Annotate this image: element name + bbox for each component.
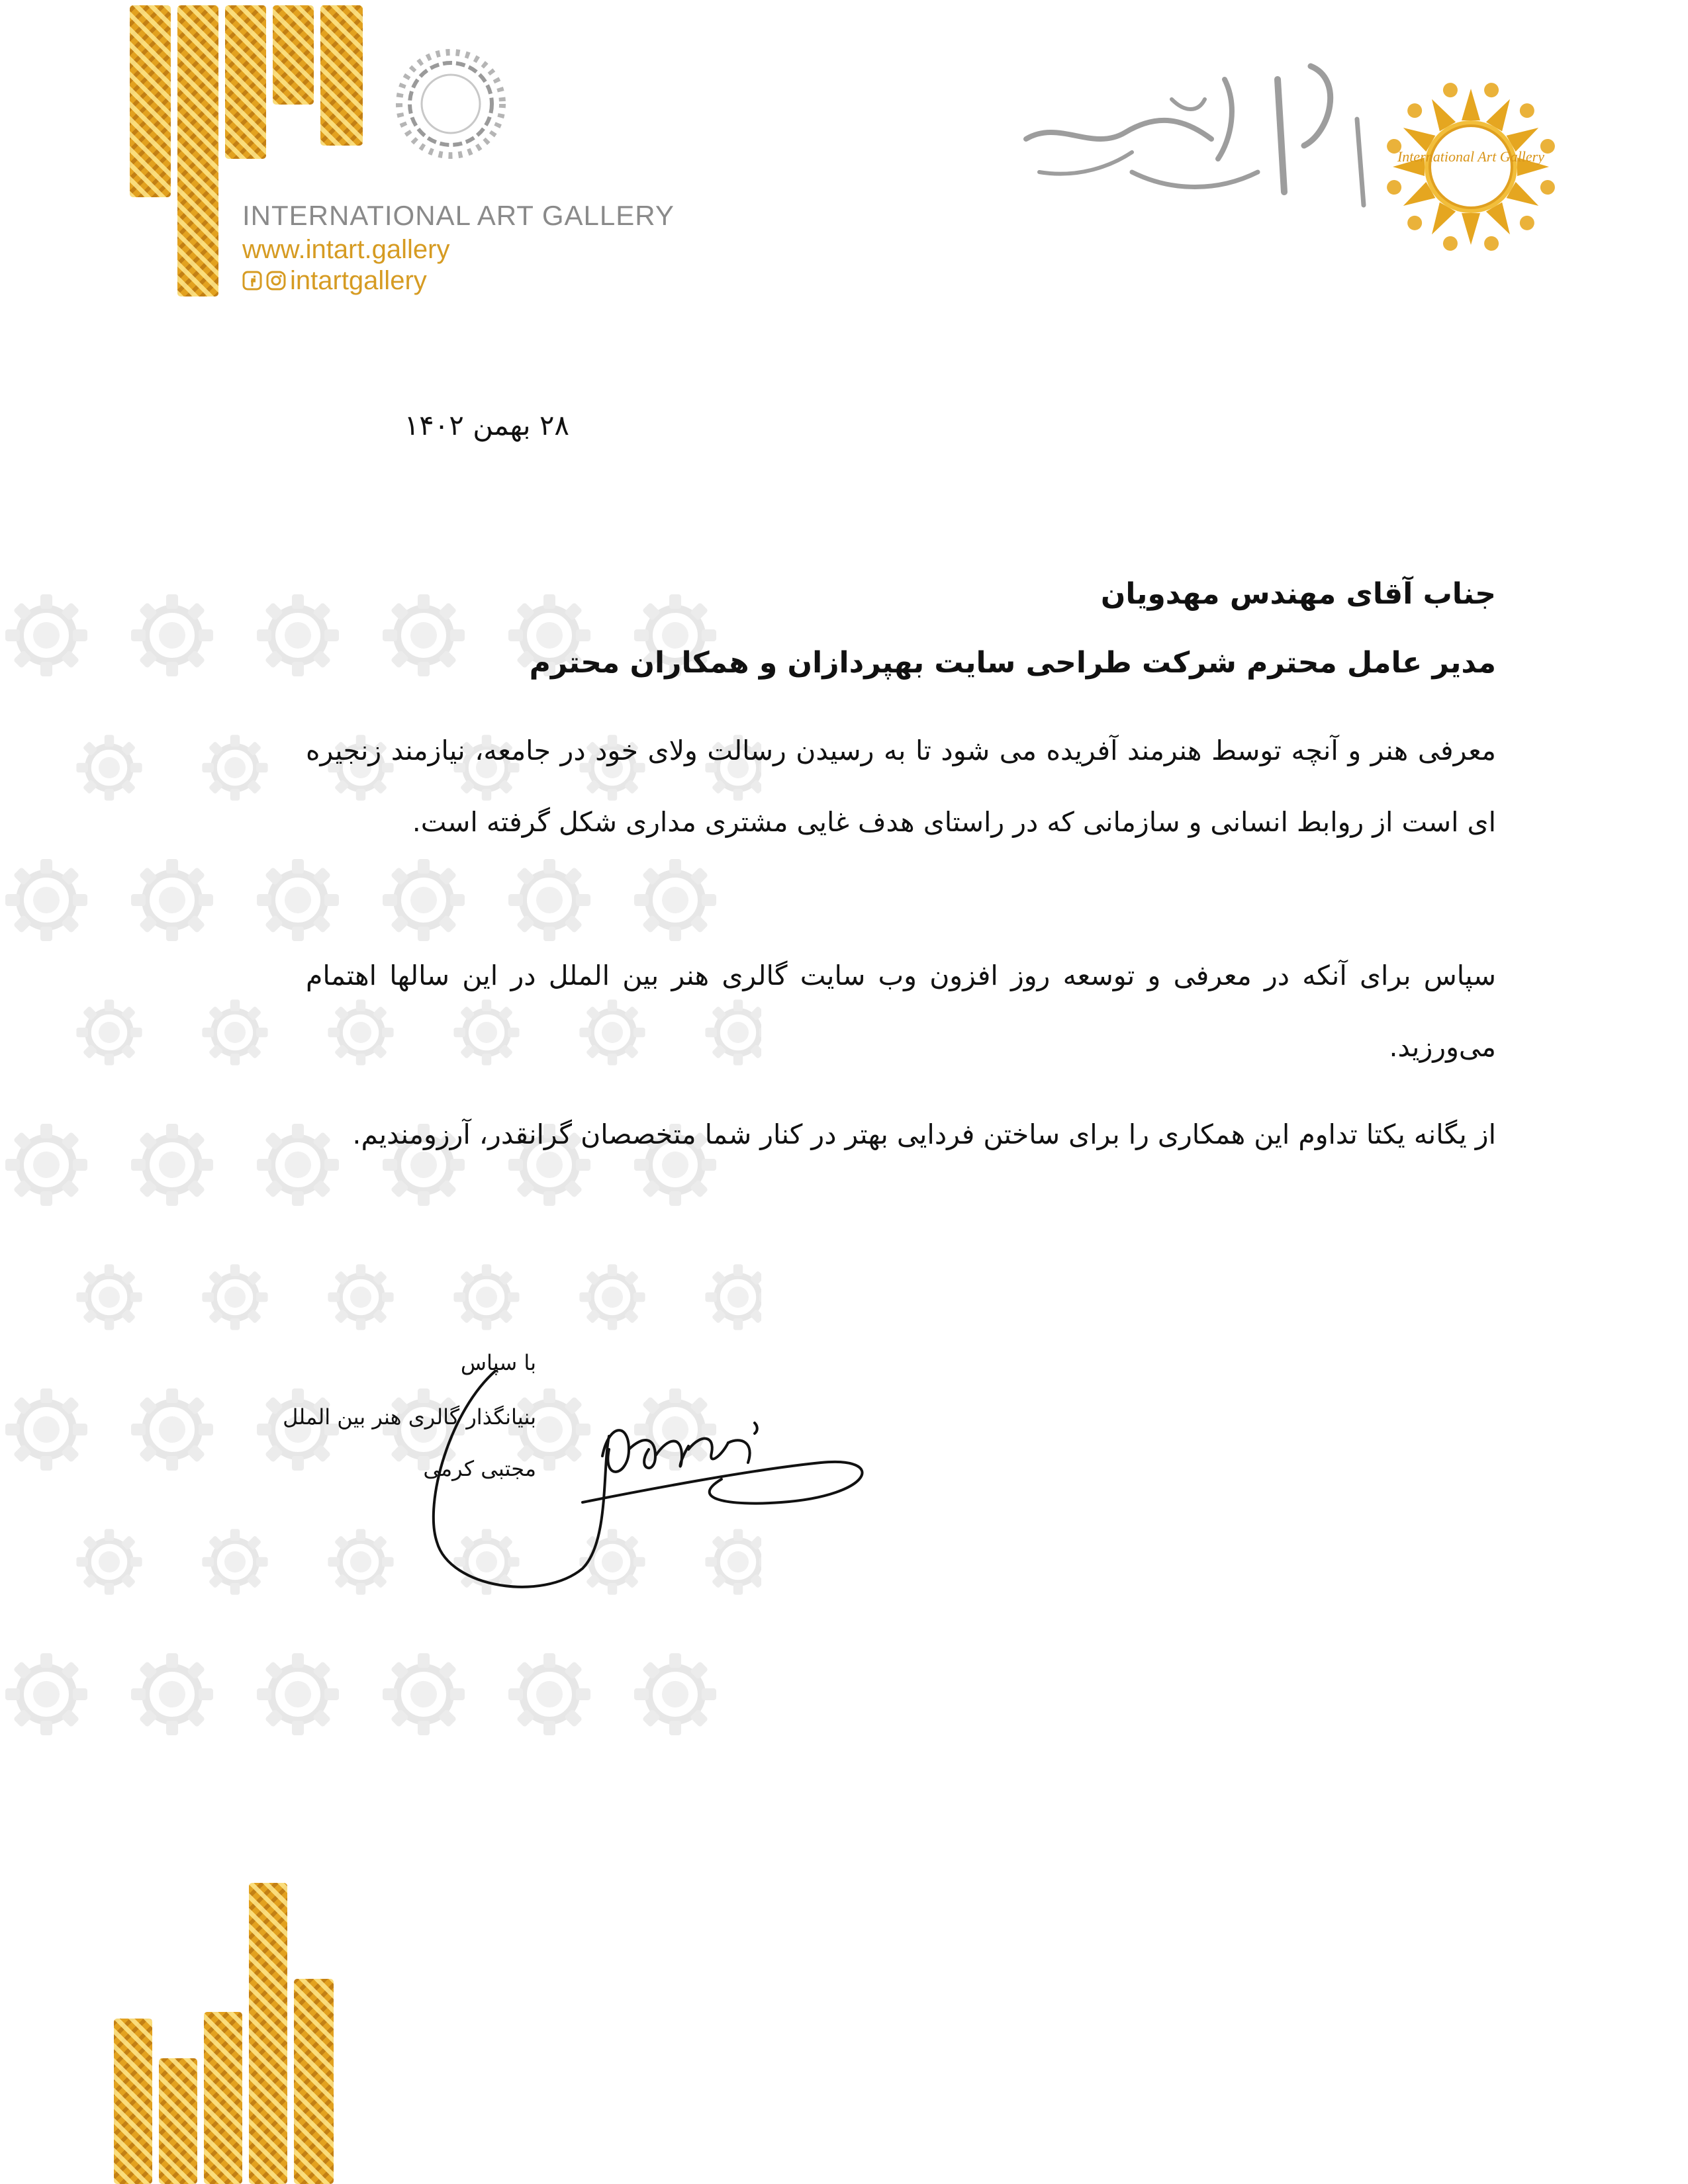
brand-bar (177, 5, 218, 296)
watermark-gear (5, 1653, 87, 1735)
sun-ray-dot (1441, 81, 1459, 99)
body-paragraph: از یگانه یکتا تداوم این همکاری را برای ساختن فردایی بهتر در کنار شما متخصصان گرانقدر، آرزومندیم. (352, 1118, 1496, 1150)
watermark-gear (257, 594, 339, 676)
footer-bar (249, 1883, 287, 2184)
letter-date: ۲۸ بهمن ۱۴۰۲ (404, 409, 569, 441)
signatory-title: بنیانگذار گالری هنر بین الملل (283, 1404, 536, 1430)
watermark-gear (328, 1529, 393, 1594)
facebook-icon[interactable] (242, 271, 262, 291)
recipient-line: جناب آقای مهندس مهدویان (1100, 577, 1496, 611)
sun-ray-dot (1517, 101, 1537, 121)
watermark-gear (383, 594, 465, 676)
sun-ray-dot (1405, 212, 1425, 233)
brand-bar (225, 5, 266, 159)
watermark-gear (508, 1653, 590, 1735)
footer-bar (204, 2012, 242, 2184)
persian-calligraphy-logo (1000, 40, 1383, 218)
watermark-gear (202, 735, 267, 800)
watermark-gear (131, 1388, 213, 1471)
watermark-gear (257, 1653, 339, 1735)
sun-emblem-logo (1382, 78, 1560, 255)
footer-bar (159, 2058, 197, 2184)
gear-ring-logo (381, 34, 520, 173)
watermark-gear (131, 1124, 213, 1206)
watermark-gear (383, 859, 465, 941)
watermark-gear (131, 594, 213, 676)
watermark-gear (131, 1653, 213, 1735)
watermark-gear (5, 594, 87, 676)
watermark-gear (202, 1264, 267, 1330)
body-paragraph: معرفی هنر و آنچه توسط هنرمند آفریده می شود تا به رسیدن رسالت ولای خود در جامعه، نیازمند زنجیره ای است از روابط انسانی و سازمانی که در راستای هدف غایی مشتری مداری شکل گرفته است. (306, 735, 1496, 838)
watermark-gear (5, 1124, 87, 1206)
watermark-gear (705, 1264, 761, 1330)
watermark-gear (76, 735, 142, 800)
closing-thanks: با سپاس (460, 1350, 536, 1375)
watermark-gear (328, 1264, 393, 1330)
watermark-gear (383, 1653, 465, 1735)
watermark-gear (5, 1388, 87, 1471)
sun-ray-dot (1483, 81, 1501, 99)
footer-bar (114, 2019, 152, 2184)
brand-social (242, 265, 427, 296)
watermark-gear (202, 1529, 267, 1594)
sun-ray (1462, 213, 1480, 245)
recipient-position: مدیر عامل محترم شرکت طراحی سایت بهپردازان و همکاران محترم (529, 646, 1496, 680)
watermark-gear (508, 859, 590, 941)
watermark-gear (76, 999, 142, 1065)
watermark-gear (131, 859, 213, 941)
watermark-gear (453, 1264, 519, 1330)
brand-bar (320, 5, 363, 146)
brand-bar (130, 5, 171, 197)
body-paragraph: سپاس برای آنکه در معرفی و توسعه روز افزون وب سایت گالری هنر بین الملل در این سالها اهتمام می‌ورزید. (306, 960, 1496, 1063)
handwritten-signature (410, 1370, 900, 1608)
watermark-gear (634, 859, 716, 941)
sun-ray-dot (1483, 234, 1501, 252)
sun-ray-dot (1517, 212, 1537, 233)
sun-ray-dot (1385, 179, 1403, 197)
footer-bar (294, 1979, 334, 2184)
social-handle[interactable]: intartgallery (290, 265, 427, 295)
watermark-gear (579, 1264, 645, 1330)
watermark-gear (202, 999, 267, 1065)
watermark-gear (5, 859, 87, 941)
brand-website[interactable]: www.intart.gallery (242, 235, 450, 264)
brand-name: INTERNATIONAL ART GALLERY (242, 200, 675, 231)
watermark-gear (257, 1388, 339, 1471)
watermark-gear (76, 1264, 142, 1330)
watermark-gear (634, 1653, 716, 1735)
sun-ray-dot (1405, 101, 1425, 121)
sun-ray-dot (1441, 234, 1459, 252)
signatory-name: مجتبی کرمی (423, 1456, 536, 1481)
watermark-gear (257, 859, 339, 941)
emblem-text: International Art Gallery (1397, 148, 1545, 165)
brand-bar (273, 5, 314, 105)
sun-ray-dot (1538, 179, 1556, 197)
instagram-icon[interactable] (266, 271, 286, 291)
sun-ray (1462, 89, 1480, 120)
watermark-gear (76, 1529, 142, 1594)
